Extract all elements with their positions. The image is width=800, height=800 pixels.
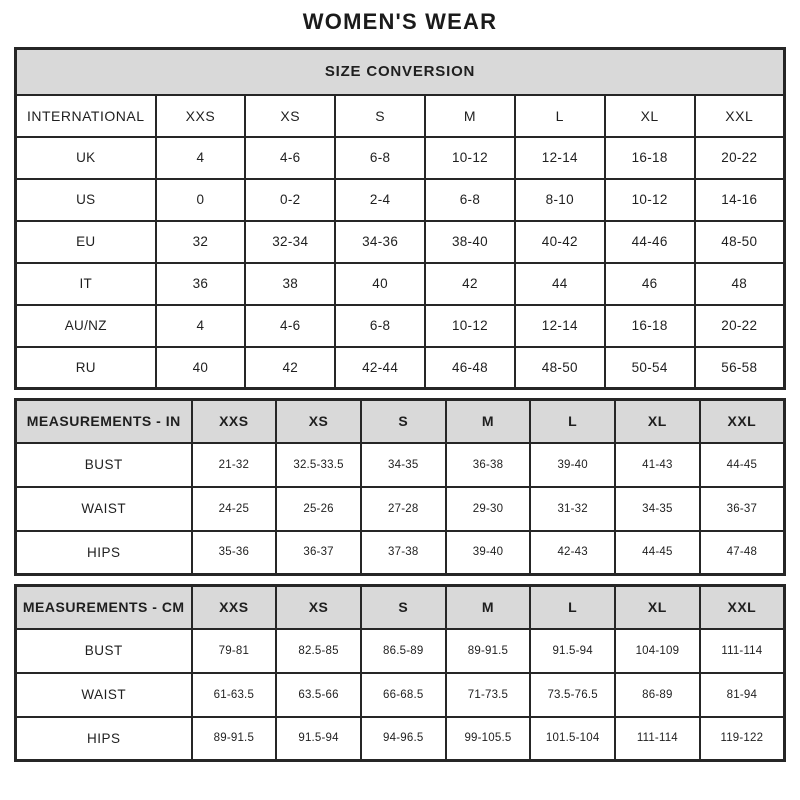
value-cell: 36 <box>156 263 246 305</box>
value-cell: 10-12 <box>425 137 515 179</box>
value-cell: 4-6 <box>245 305 335 347</box>
table-row <box>16 487 785 531</box>
row-label: EU <box>16 221 156 263</box>
value-cell: 56-58 <box>695 347 785 389</box>
value-cell: 89-91.5 <box>192 717 277 761</box>
table-row <box>16 717 785 761</box>
table-row <box>16 347 785 389</box>
row-label: BUST <box>16 443 192 487</box>
value-cell: 91.5-94 <box>276 717 361 761</box>
value-cell: 34-35 <box>615 487 700 531</box>
value-cell: 12-14 <box>515 137 605 179</box>
size-header-cell: XL <box>615 586 700 629</box>
value-cell: 104-109 <box>615 629 700 673</box>
value-cell: 41-43 <box>615 443 700 487</box>
value-cell: 91.5-94 <box>530 629 615 673</box>
value-cell: 20-22 <box>695 137 785 179</box>
value-cell: 29-30 <box>446 487 531 531</box>
size-header-cell: M <box>446 400 531 443</box>
value-cell: 40 <box>156 347 246 389</box>
table-header-row <box>16 95 785 137</box>
measurements-cm-table <box>14 584 786 762</box>
table-row <box>16 629 785 673</box>
value-cell: 37-38 <box>361 531 446 575</box>
table-header-row <box>16 400 785 443</box>
value-cell: 4 <box>156 305 246 347</box>
value-cell: 38 <box>245 263 335 305</box>
table-row <box>16 305 785 347</box>
size-header-cell: XXL <box>700 586 785 629</box>
size-header-cell: XS <box>276 586 361 629</box>
size-header-cell: XL <box>615 400 700 443</box>
value-cell: 32-34 <box>245 221 335 263</box>
row-label: US <box>16 179 156 221</box>
value-cell: 101.5-104 <box>530 717 615 761</box>
size-header-cell: XXL <box>695 95 785 137</box>
row-label: WAIST <box>16 673 192 717</box>
value-cell: 21-32 <box>192 443 277 487</box>
size-header-cell: XXS <box>156 95 246 137</box>
value-cell: 6-8 <box>335 137 425 179</box>
value-cell: 0 <box>156 179 246 221</box>
size-conversion-table <box>14 47 786 390</box>
row-label: RU <box>16 347 156 389</box>
row-header-cell: INTERNATIONAL <box>16 95 156 137</box>
value-cell: 111-114 <box>615 717 700 761</box>
value-cell: 36-37 <box>700 487 785 531</box>
row-label: UK <box>16 137 156 179</box>
value-cell: 42-44 <box>335 347 425 389</box>
value-cell: 40 <box>335 263 425 305</box>
value-cell: 42-43 <box>530 531 615 575</box>
row-label: WAIST <box>16 487 192 531</box>
value-cell: 44-46 <box>605 221 695 263</box>
value-cell: 20-22 <box>695 305 785 347</box>
value-cell: 6-8 <box>335 305 425 347</box>
value-cell: 4-6 <box>245 137 335 179</box>
size-header-cell: XL <box>605 95 695 137</box>
value-cell: 61-63.5 <box>192 673 277 717</box>
table-header-row <box>16 586 785 629</box>
page-title: WOMEN'S WEAR <box>302 9 498 34</box>
table-row <box>16 221 785 263</box>
value-cell: 66-68.5 <box>361 673 446 717</box>
value-cell: 63.5-66 <box>276 673 361 717</box>
size-header-cell: S <box>335 95 425 137</box>
value-cell: 39-40 <box>446 531 531 575</box>
value-cell: 32.5-33.5 <box>276 443 361 487</box>
size-header-cell: XS <box>276 400 361 443</box>
size-header-cell: XXL <box>700 400 785 443</box>
value-cell: 24-25 <box>192 487 277 531</box>
value-cell: 50-54 <box>605 347 695 389</box>
value-cell: 40-42 <box>515 221 605 263</box>
value-cell: 8-10 <box>515 179 605 221</box>
table-row <box>16 531 785 575</box>
value-cell: 16-18 <box>605 305 695 347</box>
value-cell: 86.5-89 <box>361 629 446 673</box>
value-cell: 31-32 <box>530 487 615 531</box>
value-cell: 48 <box>695 263 785 305</box>
value-cell: 27-28 <box>361 487 446 531</box>
value-cell: 6-8 <box>425 179 515 221</box>
value-cell: 99-105.5 <box>446 717 531 761</box>
row-label: AU/NZ <box>16 305 156 347</box>
value-cell: 46-48 <box>425 347 515 389</box>
value-cell: 44 <box>515 263 605 305</box>
value-cell: 89-91.5 <box>446 629 531 673</box>
table-row <box>16 673 785 717</box>
value-cell: 46 <box>605 263 695 305</box>
value-cell: 119-122 <box>700 717 785 761</box>
table-row <box>16 137 785 179</box>
value-cell: 94-96.5 <box>361 717 446 761</box>
size-header-cell: XXS <box>192 586 277 629</box>
size-header-cell: L <box>530 586 615 629</box>
size-header-cell: XS <box>245 95 335 137</box>
size-conversion-caption: SIZE CONVERSION <box>16 49 785 95</box>
value-cell: 42 <box>245 347 335 389</box>
value-cell: 82.5-85 <box>276 629 361 673</box>
value-cell: 73.5-76.5 <box>530 673 615 717</box>
size-header-cell: S <box>361 400 446 443</box>
value-cell: 39-40 <box>530 443 615 487</box>
value-cell: 86-89 <box>615 673 700 717</box>
row-label: IT <box>16 263 156 305</box>
measurements-in-table <box>14 398 786 576</box>
value-cell: 34-35 <box>361 443 446 487</box>
value-cell: 10-12 <box>425 305 515 347</box>
value-cell: 35-36 <box>192 531 277 575</box>
size-header-cell: XXS <box>192 400 277 443</box>
value-cell: 34-36 <box>335 221 425 263</box>
value-cell: 47-48 <box>700 531 785 575</box>
table-row <box>16 179 785 221</box>
row-header-cell: MEASUREMENTS - CM <box>16 586 192 629</box>
size-header-cell: S <box>361 586 446 629</box>
value-cell: 16-18 <box>605 137 695 179</box>
row-header-cell: MEASUREMENTS - IN <box>16 400 192 443</box>
value-cell: 44-45 <box>615 531 700 575</box>
value-cell: 48-50 <box>515 347 605 389</box>
value-cell: 0-2 <box>245 179 335 221</box>
value-cell: 10-12 <box>605 179 695 221</box>
value-cell: 2-4 <box>335 179 425 221</box>
value-cell: 25-26 <box>276 487 361 531</box>
value-cell: 4 <box>156 137 246 179</box>
row-label: BUST <box>16 629 192 673</box>
value-cell: 44-45 <box>700 443 785 487</box>
value-cell: 14-16 <box>695 179 785 221</box>
value-cell: 12-14 <box>515 305 605 347</box>
value-cell: 111-114 <box>700 629 785 673</box>
row-label: HIPS <box>16 717 192 761</box>
value-cell: 32 <box>156 221 246 263</box>
value-cell: 81-94 <box>700 673 785 717</box>
value-cell: 42 <box>425 263 515 305</box>
size-conversion-caption-row <box>16 49 785 95</box>
row-label: HIPS <box>16 531 192 575</box>
value-cell: 36-37 <box>276 531 361 575</box>
size-header-cell: L <box>530 400 615 443</box>
value-cell: 36-38 <box>446 443 531 487</box>
table-row <box>16 263 785 305</box>
value-cell: 38-40 <box>425 221 515 263</box>
table-row <box>16 443 785 487</box>
size-header-cell: M <box>425 95 515 137</box>
value-cell: 79-81 <box>192 629 277 673</box>
value-cell: 71-73.5 <box>446 673 531 717</box>
value-cell: 48-50 <box>695 221 785 263</box>
size-header-cell: L <box>515 95 605 137</box>
size-header-cell: M <box>446 586 531 629</box>
